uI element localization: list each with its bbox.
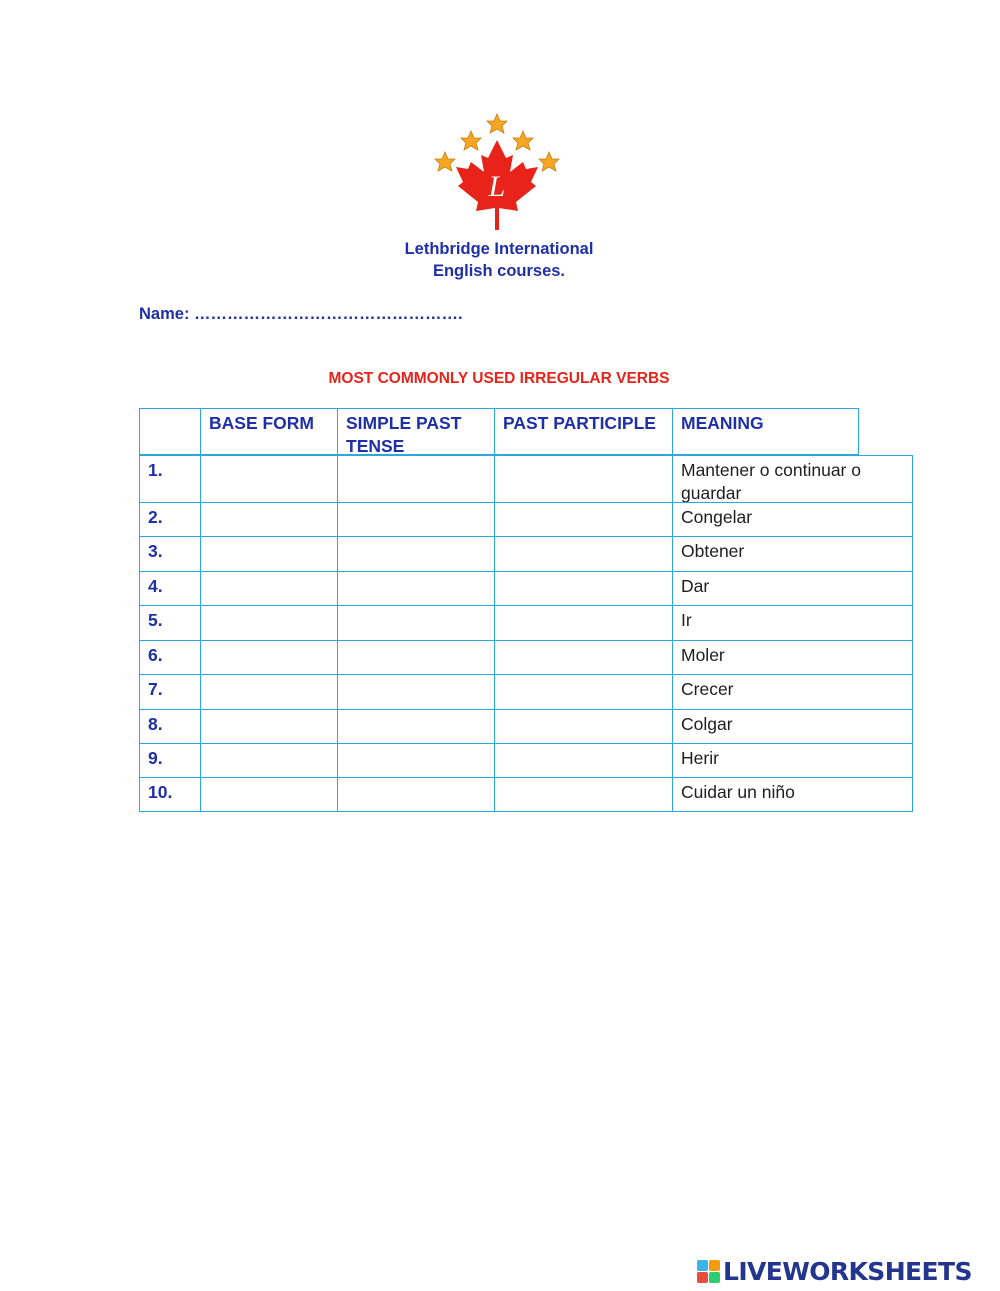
- answer-base-form[interactable]: [200, 571, 337, 605]
- answer-base-form[interactable]: [200, 536, 337, 571]
- row-number: 5.: [139, 605, 200, 640]
- answer-past-participle[interactable]: [494, 709, 672, 743]
- answer-base-form[interactable]: [200, 502, 337, 536]
- row-number: 10.: [139, 777, 200, 812]
- answer-simple-past[interactable]: [337, 502, 494, 536]
- watermark-block: [697, 1272, 708, 1283]
- answer-simple-past[interactable]: [337, 743, 494, 777]
- star-icon: [461, 131, 481, 150]
- logo-letter: L: [488, 170, 506, 203]
- answer-base-form[interactable]: [200, 605, 337, 640]
- row-number: 9.: [139, 743, 200, 777]
- worksheet-title: MOST COMMONLY USED IRREGULAR VERBS: [328, 370, 670, 387]
- answer-base-form[interactable]: [200, 777, 337, 812]
- star-icon: [539, 152, 559, 171]
- row-number: 3.: [139, 536, 200, 571]
- name-field[interactable]: Name: ………………………………………….: [139, 305, 463, 323]
- school-name: [340, 238, 658, 282]
- answer-simple-past[interactable]: [337, 605, 494, 640]
- watermark-block: [709, 1260, 720, 1271]
- row-number: 1.: [139, 455, 200, 502]
- answer-past-participle[interactable]: [494, 536, 672, 571]
- answer-base-form[interactable]: [200, 455, 337, 502]
- star-icon: [513, 131, 533, 150]
- answer-base-form[interactable]: [200, 743, 337, 777]
- school-logo: [430, 112, 564, 234]
- row-number: 8.: [139, 709, 200, 743]
- answer-past-participle[interactable]: [494, 502, 672, 536]
- star-icon: [435, 152, 455, 171]
- meaning-cell: Cuidar un niño: [672, 777, 913, 812]
- watermark-block: [709, 1272, 720, 1283]
- answer-past-participle[interactable]: [494, 571, 672, 605]
- liveworksheets-watermark: [697, 1256, 993, 1286]
- answer-simple-past[interactable]: [337, 571, 494, 605]
- row-number: 7.: [139, 674, 200, 709]
- watermark-block: [697, 1260, 708, 1271]
- answer-simple-past[interactable]: [337, 777, 494, 812]
- header-cell-number: [139, 408, 200, 455]
- header-cell-simple-past: SIMPLE PAST TENSE: [337, 408, 494, 455]
- header-cell-meaning: MEANING: [672, 408, 859, 455]
- answer-past-participle[interactable]: [494, 674, 672, 709]
- answer-simple-past[interactable]: [337, 640, 494, 674]
- watermark-blocks-icon: [697, 1260, 720, 1283]
- answer-past-participle[interactable]: [494, 640, 672, 674]
- meaning-cell: Colgar: [672, 709, 913, 743]
- answer-base-form[interactable]: [200, 674, 337, 709]
- answer-past-participle[interactable]: [494, 743, 672, 777]
- answer-simple-past[interactable]: [337, 709, 494, 743]
- school-name-line2: English courses.: [432, 262, 566, 280]
- star-icon: [487, 114, 507, 133]
- answer-simple-past[interactable]: [337, 455, 494, 502]
- answer-base-form[interactable]: [200, 709, 337, 743]
- answer-simple-past[interactable]: [337, 536, 494, 571]
- meaning-cell: Crecer: [672, 674, 913, 709]
- answer-past-participle[interactable]: [494, 777, 672, 812]
- meaning-cell: Moler: [672, 640, 913, 674]
- row-number: 4.: [139, 571, 200, 605]
- answer-past-participle[interactable]: [494, 605, 672, 640]
- row-number: 2.: [139, 502, 200, 536]
- header-cell-past-participle: PAST PARTICIPLE: [494, 408, 672, 455]
- watermark-text: LIVEWORKSHEETS: [723, 1256, 972, 1286]
- answer-base-form[interactable]: [200, 640, 337, 674]
- meaning-cell: Dar: [672, 571, 913, 605]
- answer-simple-past[interactable]: [337, 674, 494, 709]
- meaning-cell: Mantener o continuar o guardar: [672, 455, 913, 502]
- answer-past-participle[interactable]: [494, 455, 672, 502]
- meaning-cell: Herir: [672, 743, 913, 777]
- meaning-cell: Ir: [672, 605, 913, 640]
- meaning-cell: Congelar: [672, 502, 913, 536]
- header-cell-base-form: BASE FORM: [200, 408, 337, 455]
- meaning-cell: Obtener: [672, 536, 913, 571]
- school-name-line1: Lethbridge International: [404, 240, 594, 258]
- row-number: 6.: [139, 640, 200, 674]
